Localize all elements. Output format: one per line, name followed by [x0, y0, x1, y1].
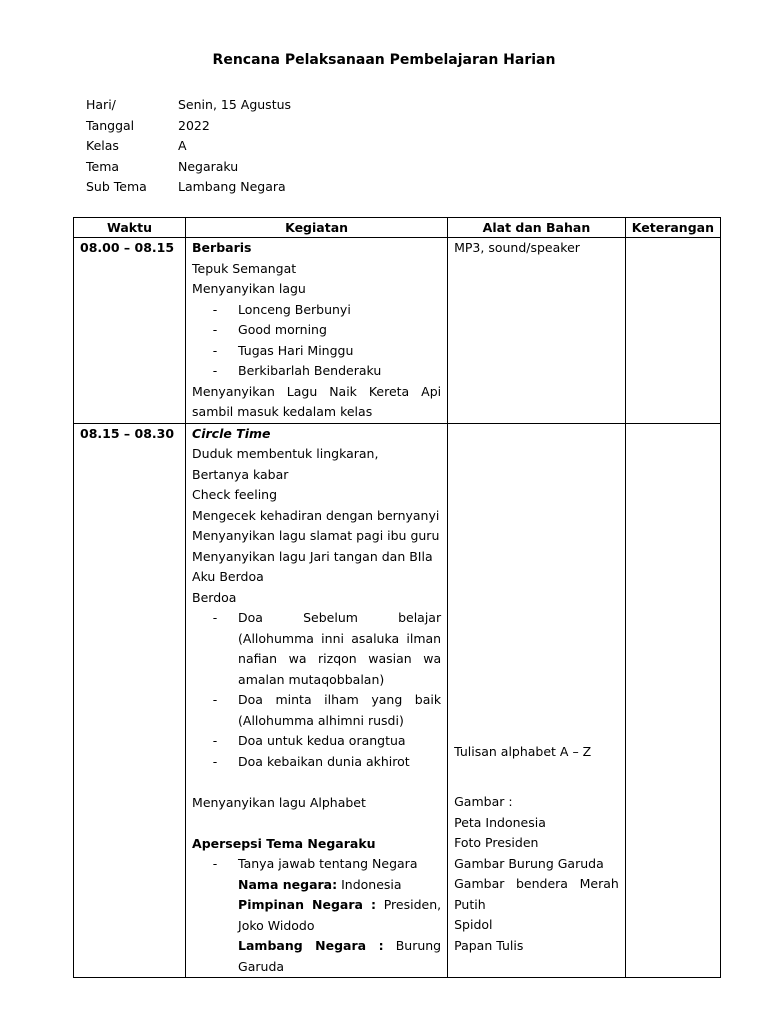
activity-line: Check feeling [192, 487, 278, 502]
meta-row-date [86, 116, 291, 137]
notes-cell [625, 238, 720, 424]
prayer-text: Doa Sebelum belajar (Allohumma inni asaluka ilman nafian wa rizqon wasian wa amalan mutaqobbalan) [238, 610, 442, 687]
fact-value: Presiden, Joko Widodo [238, 897, 442, 933]
activity-cell [186, 423, 448, 978]
list-item: - Berkibarlah Benderaku [192, 361, 441, 382]
meta-key: Tema [86, 158, 120, 174]
meta-value: A [178, 138, 187, 153]
tools-line: Gambar Burung Garuda [454, 855, 604, 871]
meta-key: Kelas [86, 138, 119, 153]
tools-cell [448, 423, 626, 978]
activity-line: Menyanyikan lagu slamat pagi ibu guru [192, 528, 440, 543]
header-tools: Alat dan Bahan [448, 218, 626, 238]
qa-text: Tanya jawab tentang Negara [238, 856, 418, 871]
meta-key: Sub Tema [86, 179, 147, 194]
meta-row-day [86, 95, 291, 116]
meta-key: Hari/ [86, 97, 116, 112]
meta-value: Negaraku [178, 158, 239, 174]
list-item: - Doa Sebelum belajar (Allohumma inni asaluka ilman nafian wa rizqon wasian wa amalan mutaqobbalan) [192, 608, 441, 690]
activity-cell [186, 238, 448, 424]
activity-line: Duduk membentuk lingkaran, [192, 446, 379, 461]
tools-line: Spidol [454, 917, 493, 932]
header-notes: Keterangan [625, 218, 720, 238]
activity-heading: Berbaris [192, 240, 252, 255]
list-item: - Lonceng Berbunyi [192, 300, 441, 321]
song-title: Lonceng Berbunyi [238, 301, 351, 317]
activity-heading: Circle Time [192, 425, 271, 441]
fact-line [192, 875, 441, 896]
activity-line: Bertanya kabar [192, 466, 289, 482]
lesson-meta [86, 95, 291, 198]
meta-row-theme [86, 157, 291, 178]
meta-value: Lambang Negara [178, 179, 286, 194]
activity-line: Tepuk Semangat [192, 260, 297, 276]
fact-label: Pimpinan Negara : [238, 897, 377, 912]
activity-line: Berdoa [192, 589, 237, 605]
table-header-row [74, 218, 721, 238]
fact-value: Burung Garuda [238, 938, 442, 974]
meta-key: Tanggal [86, 117, 135, 133]
tools-line: Peta Indonesia [454, 814, 546, 830]
activity-heading: Apersepsi Tema Negaraku [192, 835, 376, 851]
fact-value: Indonesia [337, 876, 402, 892]
header-activity: Kegiatan [186, 218, 448, 238]
meta-value: 2022 [178, 117, 210, 133]
activity-line: Menyanyikan lagu Alphabet [192, 794, 366, 810]
tools-line: Gambar : [454, 794, 513, 809]
song-title: Good morning [238, 322, 327, 337]
header-time: Waktu [74, 218, 186, 238]
list-item: - Good morning [192, 320, 441, 341]
page-title: Rencana Pelaksanaan Pembelajaran Harian [212, 52, 556, 68]
tools-line: Papan Tulis [454, 937, 524, 953]
notes-cell [625, 423, 720, 978]
table-row [74, 238, 721, 424]
fact-line [192, 895, 441, 936]
list-item: - Doa kebaikan dunia akhirot [192, 752, 441, 773]
meta-row-subtheme [86, 177, 291, 198]
list-item: - Tanya jawab tentang Negara [192, 854, 441, 875]
prayer-text: Doa untuk kedua orangtua [238, 733, 406, 748]
activity-line: Menyanyikan lagu Jari tangan dan BIla Aku Berdoa [192, 548, 433, 584]
list-item: - Tugas Hari Minggu [192, 341, 441, 362]
activity-table [73, 217, 721, 978]
activity-line: Menyanyikan lagu [192, 281, 306, 296]
time-cell: 08.15 – 08.30 [74, 423, 186, 978]
tools-line: Foto Presiden [454, 835, 539, 850]
list-item: - Doa untuk kedua orangtua [192, 731, 441, 752]
song-title: Berkibarlah Benderaku [238, 363, 382, 378]
table-row [74, 423, 721, 978]
time-cell: 08.00 – 08.15 [74, 238, 186, 424]
song-title: Tugas Hari Minggu [238, 342, 354, 358]
activity-line: Menyanyikan Lagu Naik Kereta Api sambil masuk kedalam kelas [192, 383, 442, 419]
fact-line [192, 936, 441, 977]
list-item: - Doa minta ilham yang baik (Allohumma alhimni rusdi) [192, 690, 441, 731]
meta-value: Senin, 15 Agustus [178, 97, 292, 112]
tools-line: Gambar bendera Merah Putih [454, 876, 619, 912]
meta-row-class [86, 136, 291, 157]
fact-label: Lambang Negara : [238, 938, 384, 953]
tools-cell: MP3, sound/speaker [448, 238, 626, 424]
prayer-text: Doa minta ilham yang baik (Allohumma alhimni rusdi) [238, 692, 442, 728]
activity-line: Mengecek kehadiran dengan bernyanyi [192, 507, 440, 523]
tools-line: Tulisan alphabet A – Z [454, 743, 592, 759]
prayer-text: Doa kebaikan dunia akhirot [238, 753, 410, 769]
fact-label: Nama negara: [238, 876, 338, 892]
